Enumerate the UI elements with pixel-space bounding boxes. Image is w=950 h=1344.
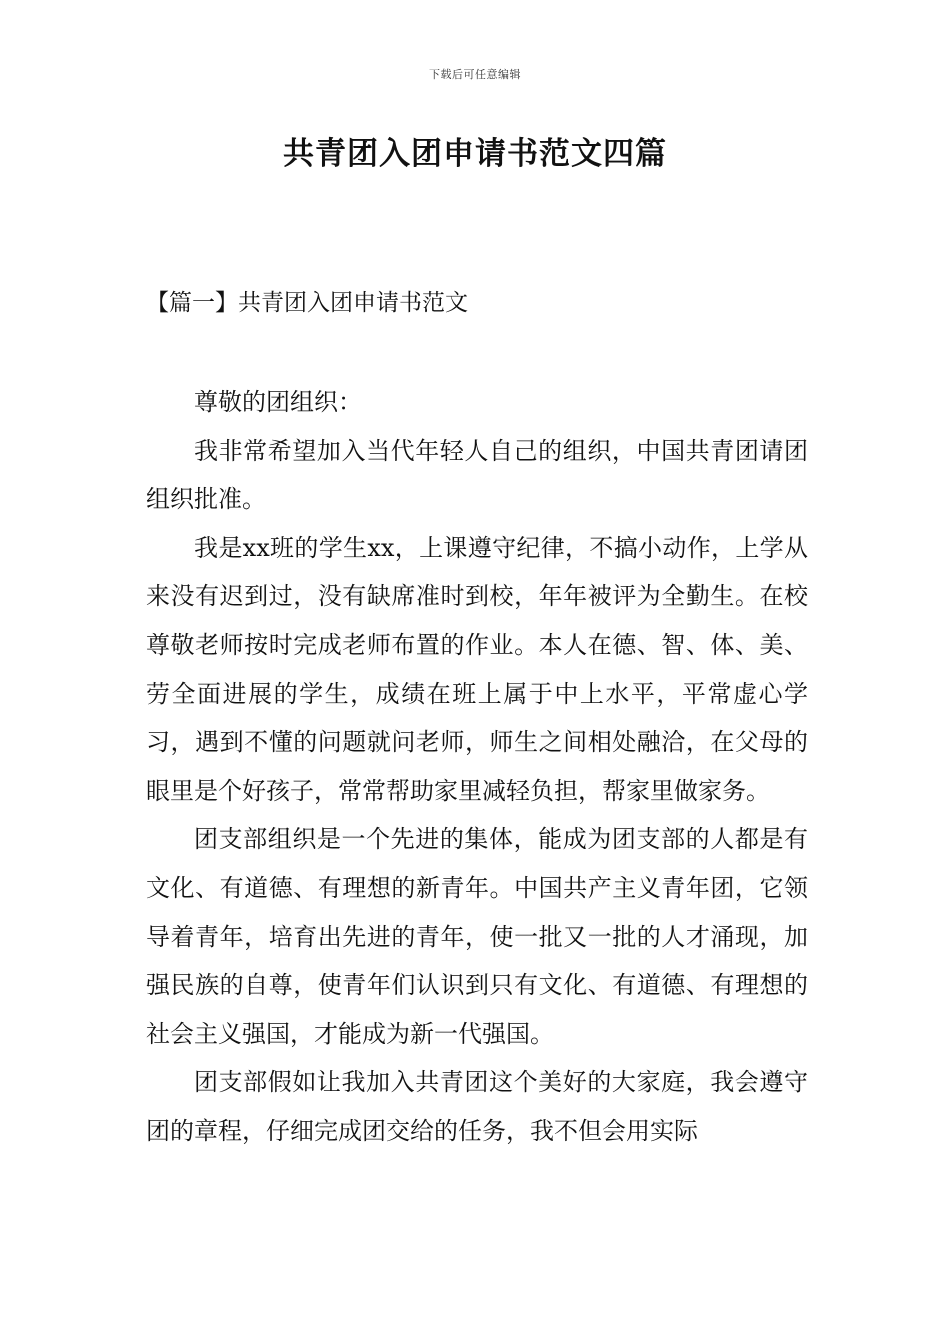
body-paragraph: 团支部组织是一个先进的集体，能成为团支部的人都是有文化、有道德、有理想的新青年。中国共产主义青年团，它领导着青年，培育出先进的青年，使一批又一批的人才涌现，加强民族的自尊，使青年们认识到只有文化、有道德、有理想的社会主义强国，才能成为新一代强国。 [146, 825, 808, 1048]
body-paragraph: 我是xx班的学生xx，上课遵守纪律，不搞小动作，上学从来没有迟到过，没有缺席准时到校，年年被评为全勤生。在校尊敬老师按时完成老师布置的作业。本人在德、智、体、美、劳全面进展的学生，成绩在班上属于中上水平，平常虚心学习，遇到不懂的问题就问老师，师生之间相处融洽，在父母的眼里是个好孩子，常常帮助家里减轻负担，帮家里做家务。 [146, 533, 808, 805]
body-paragraph: 我非常希望加入当代年轻人自己的组织，中国共青团请团组织批准。 [146, 436, 808, 514]
document-title: 共青团入团申请书范文四篇 [283, 136, 667, 172]
salutation-paragraph: 尊敬的团组织： [194, 388, 362, 416]
body-paragraph: 团支部假如让我加入共青团这个美好的大家庭，我会遵守团的章程，仔细完成团交给的任务，我不但会用实际 [146, 1068, 808, 1145]
header-note: 下载后可任意编辑 [429, 68, 521, 81]
body-text [146, 378, 808, 1156]
section-heading: 【篇一】共青团入团申请书范文 [146, 290, 468, 316]
